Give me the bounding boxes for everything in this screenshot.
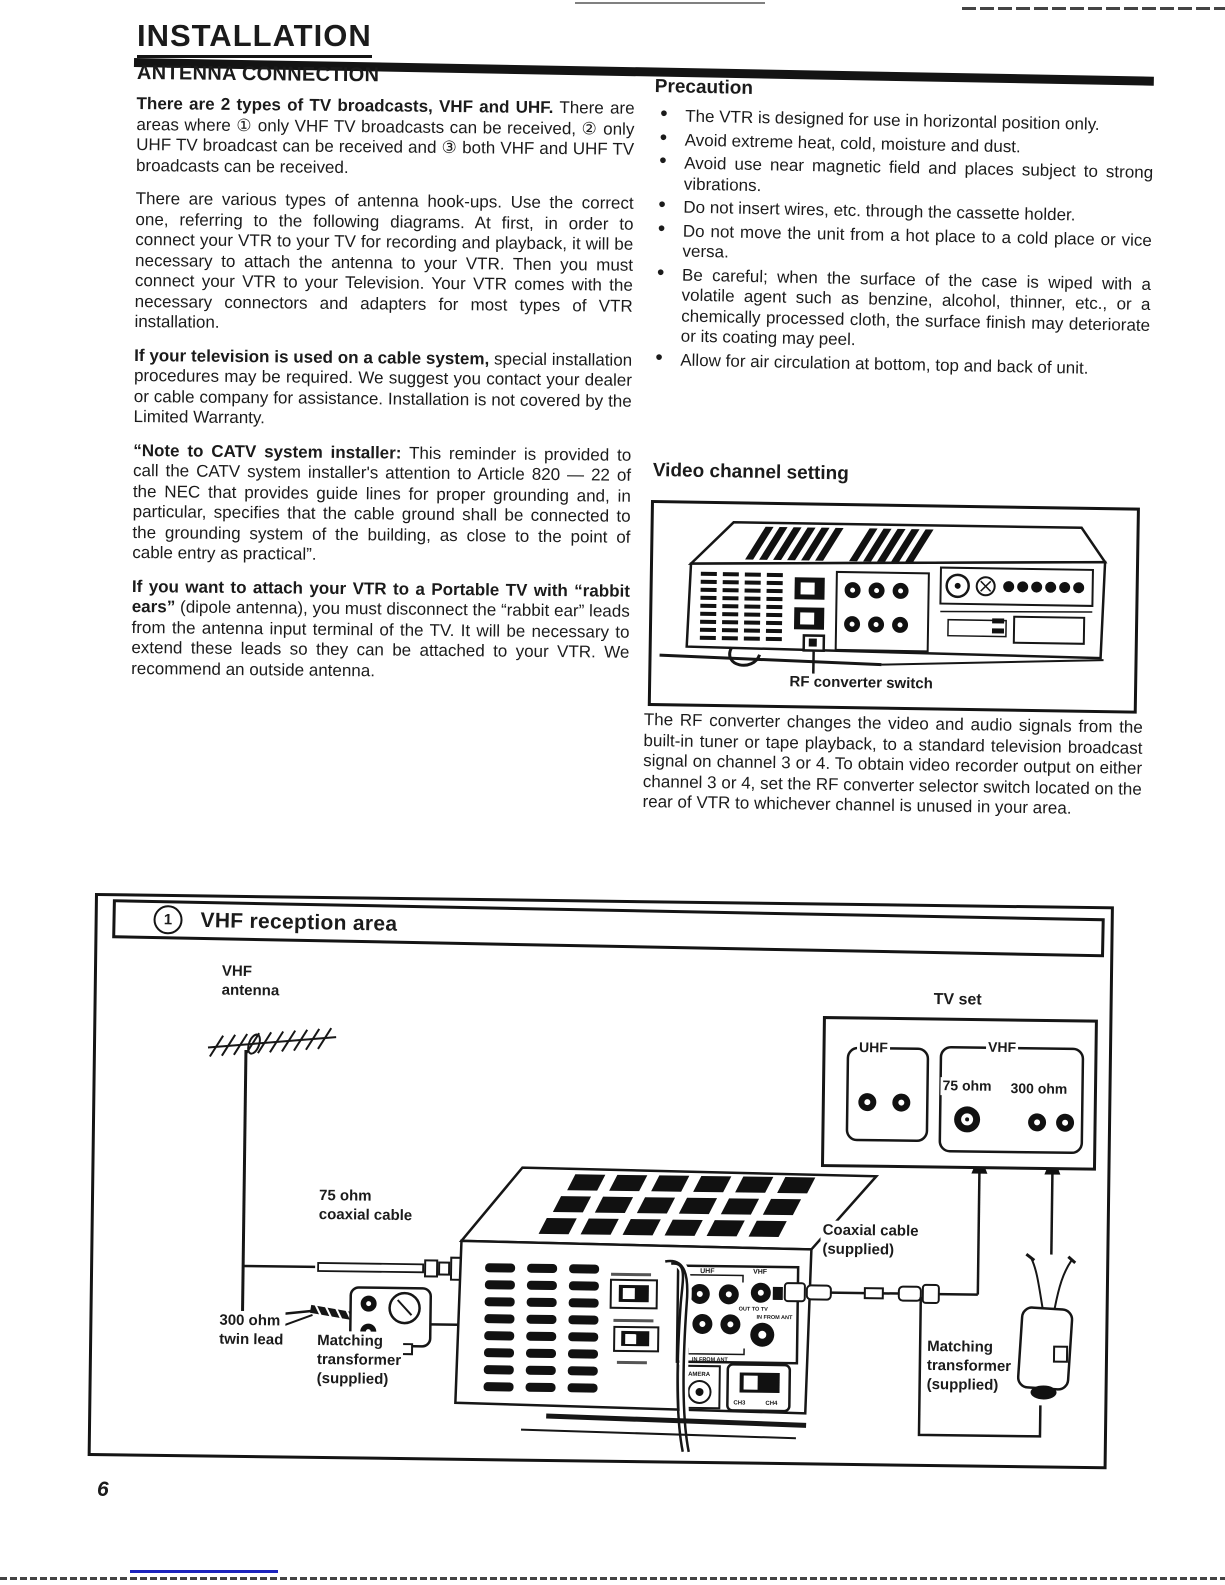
- tv-set-label: TV set: [932, 990, 984, 1011]
- vtr-out-to-tv-label: OUT TO TV: [738, 1306, 768, 1313]
- precaution-list: [649, 106, 1154, 380]
- vtr-ch3-label: CH3: [733, 1400, 746, 1407]
- vtr-ch4-label: CH4: [765, 1400, 778, 1407]
- rf-converter-paragraph: The RF converter changes the video and audio signals from the built-in tuner or tape playback, to a standard television broadcast signal on channel 3 or 4. To obtain video recorder output on either channel 3 or 4, set the RF converter selector switch located on the rear of VTR to whichever channel is unused in your area.: [642, 710, 1143, 818]
- vtr-uhf-label: UHF: [700, 1267, 715, 1276]
- vtr-camera-label: CAMERA: [683, 1371, 711, 1379]
- paragraph-portable-tv: [131, 576, 630, 683]
- tv-75ohm-label: 75 ohm: [940, 1077, 993, 1095]
- matching-transformer-left-label: Matching transformer (supplied): [315, 1331, 404, 1389]
- paragraph-text: (dipole antenna), you must disconnect the “rabbit ear” leads from the antenna input terminal of the TV. It will be necessary to extend these leads so they can be attached to your VTR. We recommend an outside antenna.: [131, 597, 630, 680]
- rf-converter-switch-label: RF converter switch: [789, 673, 933, 693]
- video-channel-heading: Video channel setting: [652, 460, 850, 485]
- video-channel-diagram: [648, 500, 1140, 714]
- tv-300ohm-label: 300 ohm: [1008, 1080, 1069, 1099]
- page-number: 6: [97, 1478, 109, 1501]
- precaution-item: • Do not insert wires, etc. through the cassette holder.: [652, 197, 1152, 228]
- paragraph-lead-bold: If your television is used on a cable system,: [134, 345, 490, 368]
- tv-uhf-label: UHF: [857, 1039, 890, 1057]
- coax-supplied-label: Coaxial cable (supplied): [820, 1221, 920, 1260]
- paragraph-lead-bold: “Note to CATV system installer:: [133, 440, 402, 463]
- precaution-item: • The VTR is designed for use in horizontal position only.: [654, 106, 1154, 137]
- precaution-heading: Precaution: [654, 76, 754, 99]
- coax-75ohm-label: 75 ohm coaxial cable: [317, 1186, 415, 1225]
- circled-number-1: 1: [153, 905, 183, 935]
- precaution-item: • Do not move the unit from a hot place to a cold place or vice versa.: [651, 220, 1152, 271]
- scan-artifact-line: [962, 7, 1225, 10]
- vhf-antenna-label: VHF antenna: [220, 962, 282, 1001]
- antenna-connection-heading: ANTENNA CONNECTION: [136, 62, 380, 87]
- paragraph-cable-system: [133, 345, 632, 432]
- vtr-in-from-ant-label: IN FROM ANT: [756, 1314, 793, 1322]
- paragraph-catv-note: [132, 440, 631, 568]
- precaution-section: [649, 76, 1155, 383]
- page-title: INSTALLATION: [137, 18, 372, 58]
- tv-vhf-label: VHF: [986, 1039, 1018, 1057]
- scan-artifact-line: [0, 1577, 1225, 1580]
- precaution-item: • Avoid extreme heat, cold, moisture and dust.: [654, 129, 1154, 160]
- matching-transformer-right-label: Matching transformer (supplied): [925, 1337, 1014, 1395]
- precaution-item: • Allow for air circulation at bottom, top and back of unit.: [649, 349, 1149, 380]
- antenna-connection-section: [131, 62, 635, 697]
- scan-artifact-line: [575, 2, 765, 4]
- twin-lead-300ohm-label: 300 ohm twin lead: [217, 1311, 286, 1350]
- vhf-diagram-title: VHF reception area: [200, 908, 398, 936]
- vtr-in-from-ant-label: IN FROM ANT: [691, 1356, 728, 1364]
- paragraph-lead-bold: If you want to attach your VTR to a Portable TV with “rabbit ears”: [131, 576, 631, 617]
- paragraph-text: This reminder is provided to call the CATV system installer's attention to Article 820 — 22 of the NEC that provides guide lines for proper grounding and, in particular, specifies that the cable ground shall be connected to the grounding system of the building, as close to the point of cable entry as practical”.: [132, 443, 632, 564]
- scan-artifact-blue-line: [130, 1570, 278, 1573]
- paragraph-broadcast-types: [136, 94, 635, 181]
- paragraph-text: There are areas where ① only VHF TV broadcasts can be received, ② only UHF TV broadcast can be received and ③ both VHF and UHF TV broadcasts can be received.: [135, 98, 635, 177]
- vtr-vhf-label: VHF: [753, 1268, 768, 1276]
- paragraph-hookups: There are various types of antenna hook-ups. Use the correct one, referring to the following diagrams. At first, in order to connect your VTR to your TV for recording and playback, it will be necessary to attach the antenna to your VTR. Then you must connect your VTR to your Television. Your VTR comes with the necessary connectors and adapters for most types of VTR installation.: [134, 188, 634, 332]
- precaution-item: • Be careful; when the surface of the case is wiped with a volatile agent such as benzine, alcohol, thinner, etc., or a chemically processed cloth, the surface finish may deteriorate or its coating may peel.: [650, 264, 1152, 356]
- paragraph-lead-bold: There are 2 types of TV broadcasts, VHF and UHF.: [136, 93, 554, 117]
- paragraph-text: special installation procedures may be required. We suggest you contact your dealer or cable company for assistance. Installation is not covered by the Limited Warranty.: [133, 348, 633, 428]
- vhf-reception-diagram: [88, 893, 1114, 1469]
- precaution-item: • Avoid use near magnetic field and places subject to strong vibrations.: [653, 153, 1154, 204]
